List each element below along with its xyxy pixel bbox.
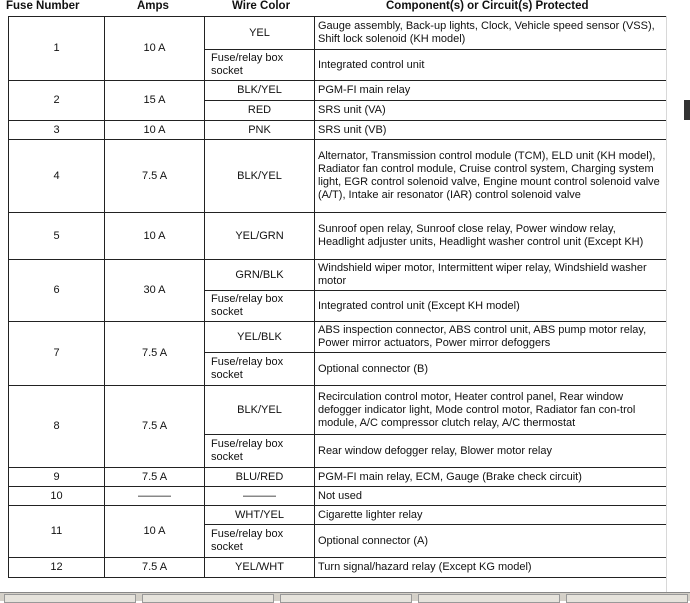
component-cell: Cigarette lighter relay [315, 506, 667, 525]
table-row [9, 81, 667, 101]
fuse-number-cell: 4 [9, 140, 105, 213]
taskbar-button[interactable] [418, 594, 560, 603]
component-cell: Not used [315, 487, 667, 506]
component-cell: Optional connector (A) [315, 525, 667, 558]
fuse-number-cell: 7 [9, 322, 105, 386]
fuse-number-cell: 5 [9, 213, 105, 260]
wire-color-cell: GRN/BLK [205, 260, 315, 291]
table-row [9, 121, 667, 140]
scrollbar-thumb[interactable] [684, 100, 690, 120]
component-cell: PGM-FI main relay [315, 81, 667, 101]
component-cell: SRS unit (VB) [315, 121, 667, 140]
amps-cell: 10 A [105, 506, 205, 558]
fuse-number-cell: 3 [9, 121, 105, 140]
component-cell: SRS unit (VA) [315, 101, 667, 121]
table-row [9, 260, 667, 291]
table-row [9, 487, 667, 506]
component-cell: Windshield wiper motor, Intermittent wiper relay, Windshield washer motor [315, 260, 667, 291]
wire-color-cell: BLK/YEL [205, 81, 315, 101]
amps-cell: 10 A [105, 213, 205, 260]
amps-cell: 10 A [105, 17, 205, 81]
fuse-number-cell: 12 [9, 558, 105, 578]
fuse-table [8, 16, 667, 578]
amps-cell: 7.5 A [105, 558, 205, 578]
header-fuse-number: Fuse Number [6, 0, 80, 12]
header-wire-color: Wire Color [232, 0, 291, 12]
amps-cell: 10 A [105, 121, 205, 140]
taskbar-button[interactable] [142, 594, 274, 603]
wire-color-cell: Fuse/relay box socket [205, 435, 315, 468]
table-header [0, 0, 690, 16]
amps-cell: 15 A [105, 81, 205, 121]
table-row [9, 322, 667, 353]
table-row [9, 386, 667, 435]
amps-cell: 7.5 A [105, 386, 205, 468]
wire-color-cell: YEL/WHT [205, 558, 315, 578]
wire-color-cell: RED [205, 101, 315, 121]
wire-color-cell: YEL/GRN [205, 213, 315, 260]
amps-cell: 7.5 A [105, 140, 205, 213]
table-row [9, 558, 667, 578]
amps-cell: 7.5 A [105, 468, 205, 487]
header-amps: Amps [137, 0, 169, 12]
component-cell: Integrated control unit [315, 50, 667, 81]
component-cell: Integrated control unit (Except KH model) [315, 291, 667, 322]
taskbar-button[interactable] [280, 594, 412, 603]
fuse-number-cell: 8 [9, 386, 105, 468]
table-row [9, 506, 667, 525]
page-edge-divider [666, 16, 667, 596]
fuse-number-cell: 10 [9, 487, 105, 506]
wire-color-cell: Fuse/relay box socket [205, 353, 315, 386]
component-cell: Gauge assembly, Back-up lights, Clock, Vehicle speed sensor (VSS), Shift lock solenoid (KH model) [315, 17, 667, 50]
fuse-number-cell: 9 [9, 468, 105, 487]
fuse-number-cell: 2 [9, 81, 105, 121]
component-cell: Optional connector (B) [315, 353, 667, 386]
wire-color-cell: WHT/YEL [205, 506, 315, 525]
amps-cell: 7.5 A [105, 322, 205, 386]
wire-color-cell: YEL/BLK [205, 322, 315, 353]
component-cell: Alternator, Transmission control module (TCM), ELD unit (KH model), Radiator fan control module, Cruise control system, Charging system light, EGR control solenoid valve, Engine mount control solenoid valve (A/T), Intake air resonator (IAR) control solenoid valve [315, 140, 667, 213]
table-row [9, 140, 667, 213]
table-row [9, 17, 667, 50]
wire-color-cell: PNK [205, 121, 315, 140]
component-cell: ABS inspection connector, ABS control unit, ABS pump motor relay, Power mirror actuators, Power mirror defoggers [315, 322, 667, 353]
amps-cell: ——— [105, 487, 205, 506]
component-cell: Rear window defogger relay, Blower motor relay [315, 435, 667, 468]
component-cell: Recirculation control motor, Heater control panel, Rear window defogger indicator light, Mode control motor, Radiator fan con-trol module, A/C compressor clutch relay, A/C thermostat [315, 386, 667, 435]
wire-color-cell: BLK/YEL [205, 386, 315, 435]
table-row [9, 213, 667, 260]
amps-cell: 30 A [105, 260, 205, 322]
wire-color-cell: Fuse/relay box socket [205, 525, 315, 558]
table-row [9, 468, 667, 487]
fuse-number-cell: 1 [9, 17, 105, 81]
wire-color-cell: Fuse/relay box socket [205, 50, 315, 81]
taskbar-button[interactable] [4, 594, 136, 603]
wire-color-cell: ——— [205, 487, 315, 506]
component-cell: PGM-FI main relay, ECM, Gauge (Brake check circuit) [315, 468, 667, 487]
taskbar-button[interactable] [566, 594, 688, 603]
wire-color-cell: Fuse/relay box socket [205, 291, 315, 322]
fuse-number-cell: 6 [9, 260, 105, 322]
component-cell: Sunroof open relay, Sunroof close relay, Power window relay, Headlight adjuster units, Headlight washer control unit (Except KH) [315, 213, 667, 260]
header-components: Component(s) or Circuit(s) Protected [386, 0, 589, 12]
wire-color-cell: BLU/RED [205, 468, 315, 487]
wire-color-cell: YEL [205, 17, 315, 50]
component-cell: Turn signal/hazard relay (Except KG model) [315, 558, 667, 578]
wire-color-cell: BLK/YEL [205, 140, 315, 213]
fuse-number-cell: 11 [9, 506, 105, 558]
